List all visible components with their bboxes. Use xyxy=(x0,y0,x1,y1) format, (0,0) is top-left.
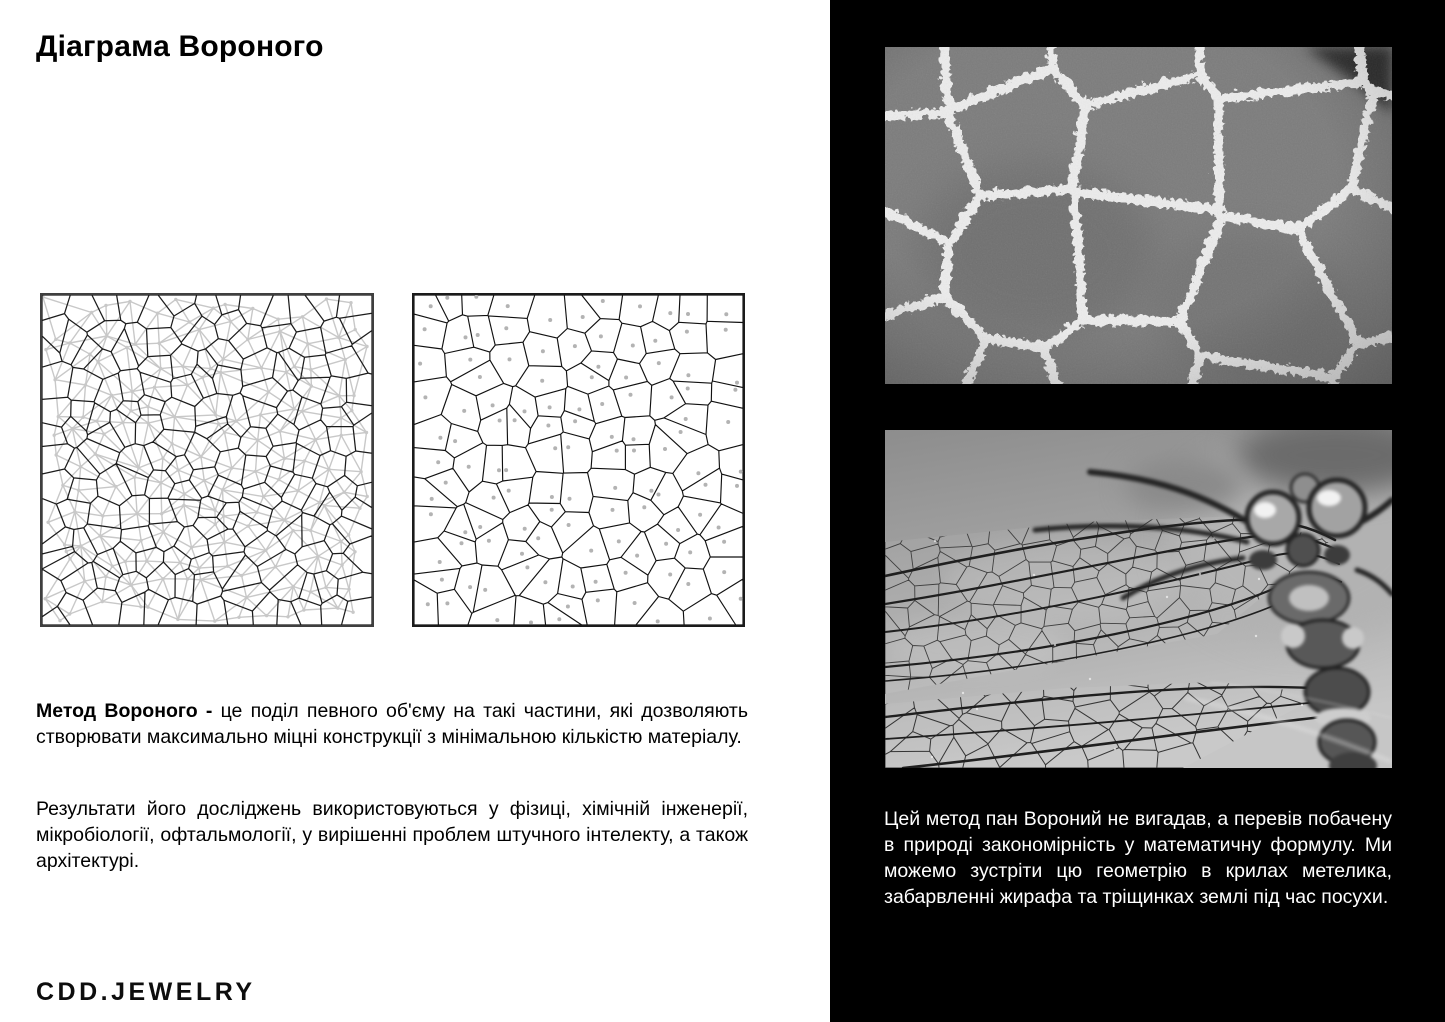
results-paragraph: Результати його досліджень використовуються у фізиці, хімічній інженерії, мікробіології, офтальмології, у вирішенні проблем штучного інтелекту, а також архітектурі. xyxy=(36,798,748,872)
right-panel xyxy=(830,0,1445,1022)
method-lead-text: це поділ певного об'єму на такі частини, які дозволяють створювати максимально міцні конструкції з мінімальною кількістю матеріалу. xyxy=(36,700,748,748)
voronoi-points-figure xyxy=(412,293,745,627)
voronoi-delaunay-figure xyxy=(40,293,374,627)
brand-logo: CDD.JEWELRY xyxy=(36,978,256,1006)
method-paragraph xyxy=(36,698,748,750)
giraffe-skin-photo xyxy=(885,47,1392,384)
method-lead-bold: Метод Вороного - xyxy=(36,700,213,722)
nature-caption: Цей метод пан Вороний не вигадав, а перевів побачену в природі закономірність у математичну формулу. Ми можемо зустріти цю геометрію в крилах метелика, забарвленні жирафа та тріщинках землі під час посухи. xyxy=(884,808,1392,908)
page-title: Діаграма Вороного xyxy=(36,30,324,63)
dragonfly-wing-photo xyxy=(885,430,1392,768)
